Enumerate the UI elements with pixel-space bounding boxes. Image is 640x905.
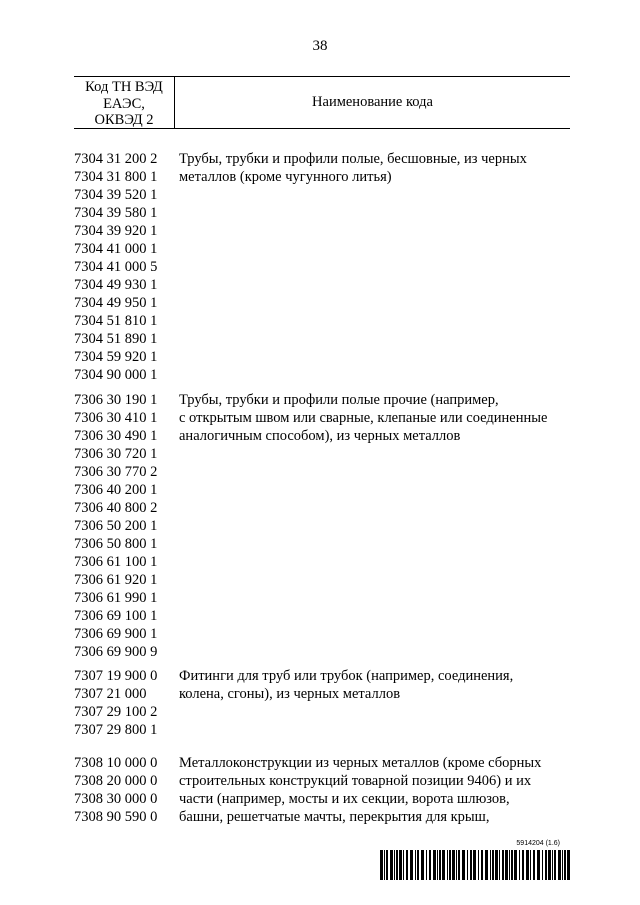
description-line: строительных конструкций товарной позиции 9406) и их (179, 773, 532, 789)
code-item: 7306 61 920 1 (74, 572, 158, 588)
code-item: 7304 41 000 5 (74, 259, 158, 275)
code-description (179, 667, 574, 703)
header-code-line: Код ТН ВЭД (85, 79, 163, 95)
description-line: аналогичным способом), из черных металлов (179, 428, 461, 444)
code-item: 7308 90 590 0 (74, 809, 158, 825)
code-item: 7306 69 100 1 (74, 608, 158, 624)
code-item: 7306 61 100 1 (74, 554, 158, 570)
barcode-icon (380, 850, 570, 880)
code-item: 7304 39 580 1 (74, 205, 158, 221)
code-list (74, 667, 174, 739)
description-line: части (например, мосты и их секции, ворота шлюзов, (179, 791, 510, 807)
description-line: колена, сгоны), из черных металлов (179, 686, 401, 702)
description-line: металлов (кроме чугунного литья) (179, 169, 392, 185)
code-item: 7306 50 800 1 (74, 536, 158, 552)
code-item: 7306 40 200 1 (74, 482, 158, 498)
code-item: 7304 49 930 1 (74, 277, 158, 293)
code-item: 7304 31 800 1 (74, 169, 158, 185)
code-description (179, 150, 574, 186)
code-item: 7306 30 720 1 (74, 446, 158, 462)
header-code-line: ЕАЭС, (103, 95, 145, 112)
header-name-column: Наименование кода (312, 94, 433, 110)
description-line: Металлоконструкции из черных металлов (кроме сборных (179, 755, 542, 771)
code-item: 7304 51 890 1 (74, 331, 158, 347)
code-item: 7307 29 100 2 (74, 704, 158, 720)
code-item: 7308 20 000 0 (74, 773, 158, 789)
code-item: 7304 39 520 1 (74, 187, 158, 203)
barcode-label: 5914204 (1.6) (516, 840, 560, 847)
header-code-column (74, 79, 174, 129)
code-item: 7306 40 800 2 (74, 500, 158, 516)
code-item: 7306 30 490 1 (74, 428, 158, 444)
code-item: 7304 41 000 1 (74, 241, 158, 257)
code-item: 7306 30 770 2 (74, 464, 158, 480)
table-header-top-rule (74, 76, 570, 77)
code-item: 7306 30 190 1 (74, 392, 158, 408)
code-item: 7308 10 000 0 (74, 755, 158, 771)
code-list (74, 150, 174, 384)
code-list (74, 754, 174, 826)
description-line: Трубы, трубки и профили полые прочие (например, (179, 392, 499, 408)
code-item: 7306 69 900 1 (74, 626, 158, 642)
description-line: Трубы, трубки и профили полые, бесшовные, из черных (179, 151, 527, 167)
code-item: 7304 49 950 1 (74, 295, 158, 311)
code-item: 7304 59 920 1 (74, 349, 158, 365)
code-item: 7307 21 000 (74, 686, 147, 702)
code-item: 7306 69 900 9 (74, 644, 158, 660)
description-line: башни, решетчатые мачты, перекрытия для крыш, (179, 809, 490, 825)
code-item: 7308 30 000 0 (74, 791, 158, 807)
code-item: 7307 19 900 0 (74, 668, 158, 684)
description-line: Фитинги для труб или трубок (например, соединения, (179, 668, 514, 684)
code-item: 7304 31 200 2 (74, 151, 158, 167)
page-number: 38 (312, 38, 328, 54)
code-item: 7304 39 920 1 (74, 223, 158, 239)
code-description (179, 391, 574, 445)
code-item: 7306 61 990 1 (74, 590, 158, 606)
code-item: 7307 29 800 1 (74, 722, 158, 738)
code-description (179, 754, 574, 826)
code-list (74, 391, 174, 661)
header-code-line: ОКВЭД 2 (94, 112, 154, 128)
code-item: 7306 50 200 1 (74, 518, 158, 534)
code-item: 7306 30 410 1 (74, 410, 158, 426)
code-item: 7304 51 810 1 (74, 313, 158, 329)
code-item: 7304 90 000 1 (74, 367, 158, 383)
document-barcode (380, 840, 570, 882)
description-line: с открытым швом или сварные, клепаные или соединенные (179, 410, 548, 426)
